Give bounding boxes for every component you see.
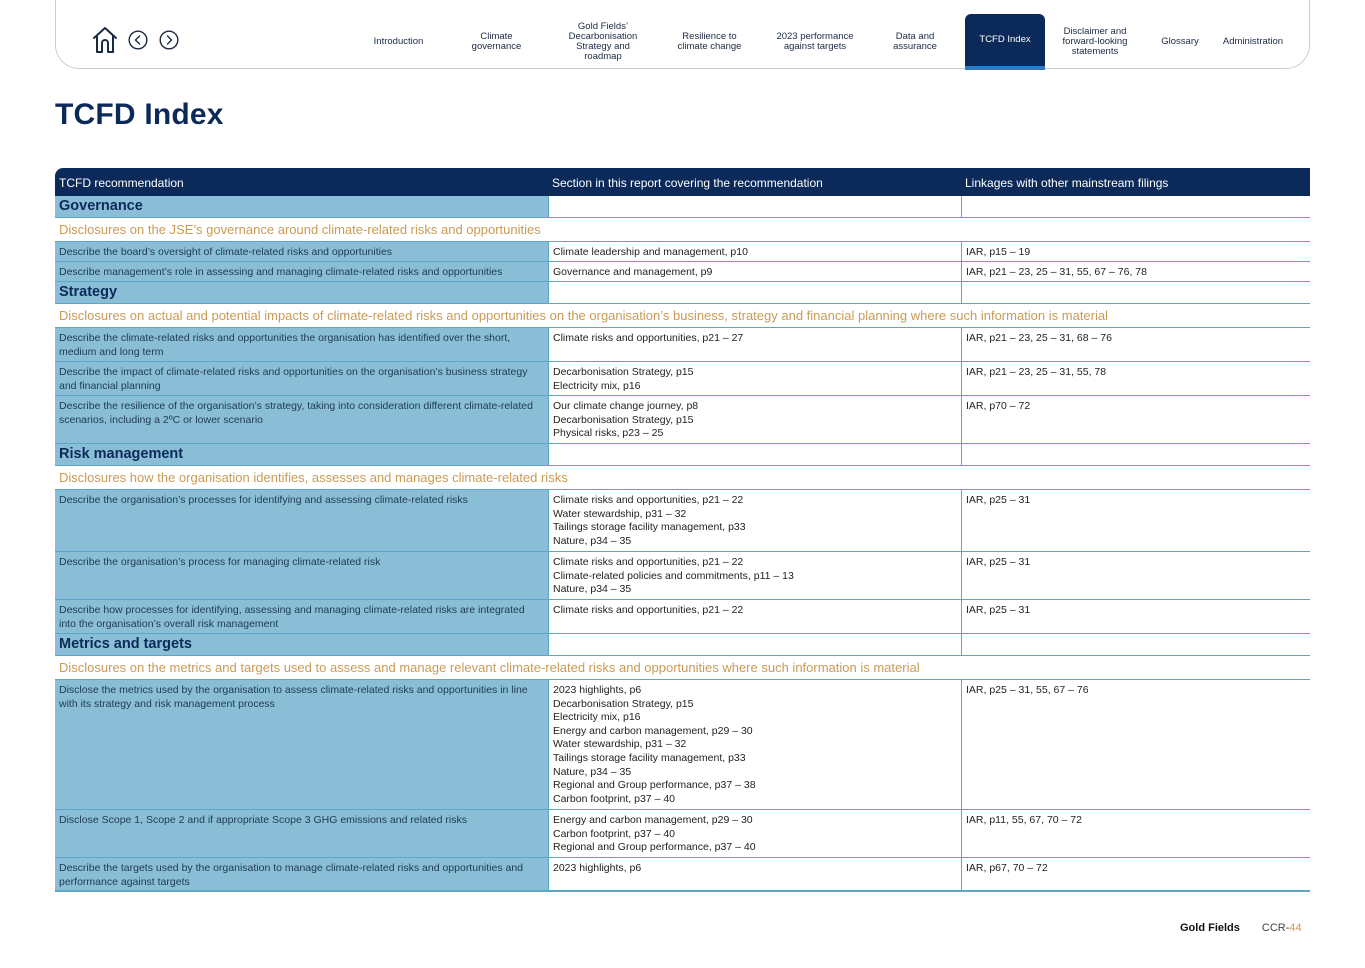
section-row: [55, 196, 1310, 218]
report-section-line: Water stewardship, p31 – 32: [553, 738, 687, 751]
linkages-cell: IAR, p15 – 19: [961, 242, 1310, 261]
header-report-section: Section in this report covering the recommendation: [552, 176, 823, 190]
disclosure-row: Disclosures on actual and potential impacts of climate-related risks and opportunities on the organisation’s business, strategy and financial planning where such information is material: [55, 304, 1310, 328]
nav-tabs: [356, 14, 1291, 70]
section-row: [55, 282, 1310, 304]
nav-tab-2[interactable]: [552, 14, 654, 70]
report-section-line: Climate-related policies and commitments, p11 – 13: [553, 569, 794, 582]
linkages-cell: IAR, p67, 70 – 72: [961, 858, 1310, 890]
linkages-cell: IAR, p70 – 72: [961, 396, 1310, 443]
tcfd-index-table: [55, 168, 1310, 892]
nav-tab-0[interactable]: [356, 14, 441, 70]
section-empty-cell: [548, 444, 961, 465]
nav-tab-9[interactable]: [1215, 14, 1291, 70]
footer-page-number: 44: [1289, 922, 1302, 934]
report-section-line: Decarbonisation Strategy, p15: [553, 413, 694, 426]
linkages-cell: IAR, p25 – 31: [961, 552, 1310, 599]
nav-tab-4[interactable]: [765, 14, 865, 70]
report-section-line: Carbon footprint, p37 – 40: [553, 827, 676, 840]
report-section-cell: [548, 600, 961, 633]
linkages-cell: IAR, p21 – 23, 25 – 31, 68 – 76: [961, 328, 1310, 361]
report-section-line: Decarbonisation Strategy, p15: [553, 366, 694, 378]
report-section-cell: [548, 552, 961, 599]
linkages-cell: IAR, p21 – 23, 25 – 31, 55, 78: [961, 362, 1310, 395]
section-empty-cell: [548, 196, 961, 217]
header-linkages: Linkages with other mainstream filings: [965, 176, 1169, 190]
nav-tab-label: Introduction: [373, 36, 424, 47]
nav-tab-label: Gold Fields’ Decarbonisation Strategy and roadmap: [568, 21, 638, 62]
report-section-line: Tailings storage facility management, p33: [553, 751, 746, 764]
table-row: [55, 858, 1310, 892]
report-section-cell: [548, 490, 961, 551]
table-row: [55, 262, 1310, 282]
report-section-line: Climate leadership and management, p10: [553, 246, 748, 258]
nav-tab-label: Administration: [1222, 36, 1284, 47]
linkages-cell: IAR, p25 – 31: [961, 600, 1310, 633]
report-section-line: Tailings storage facility management, p33: [553, 521, 746, 534]
nav-tab-8[interactable]: [1145, 14, 1215, 70]
table-row: [55, 600, 1310, 634]
report-section-line: Nature, p34 – 35: [553, 583, 632, 596]
linkages-cell: IAR, p25 – 31: [961, 490, 1310, 551]
report-section-cell: [548, 242, 961, 261]
next-page-icon[interactable]: [159, 30, 179, 50]
section-empty-cell: [961, 196, 1310, 217]
report-section-line: Nature, p34 – 35: [553, 765, 632, 778]
recommendation-cell: Disclose Scope 1, Scope 2 and if appropriate Scope 3 GHG emissions and related risks: [55, 810, 548, 857]
recommendation-cell: Describe the resilience of the organisation’s strategy, taking into consideration different climate-related scenarios, including a 2ºC or lower scenario: [55, 396, 548, 443]
table-row: [55, 328, 1310, 362]
linkages-cell: IAR, p25 – 31, 55, 67 – 76: [961, 680, 1310, 809]
report-section-line: Energy and carbon management, p29 – 30: [553, 724, 753, 737]
report-section-line: Regional and Group performance, p37 – 40: [553, 841, 756, 854]
nav-tab-3[interactable]: [654, 14, 765, 70]
report-section-cell: [548, 362, 961, 395]
disclosure-row: Disclosures on the metrics and targets used to assess and manage relevant climate-related risks and opportunities where such information is material: [55, 656, 1310, 680]
nav-tab-1[interactable]: [441, 14, 552, 70]
report-section-line: Governance and management, p9: [553, 266, 713, 278]
table-row: [55, 810, 1310, 858]
report-section-line: 2023 highlights, p6: [553, 862, 642, 874]
table-body: [55, 196, 1310, 892]
recommendation-cell: Describe the organisation’s processes for identifying and assessing climate-related risks: [55, 490, 548, 551]
recommendation-cell: Describe how processes for identifying, assessing and managing climate-related risks are integrated into the organisation’s overall risk management: [55, 600, 548, 633]
table-header-row: [55, 168, 1310, 196]
nav-tab-7[interactable]: [1045, 14, 1145, 70]
section-empty-cell: [548, 634, 961, 655]
table-row: [55, 362, 1310, 396]
section-title: Metrics and targets: [55, 634, 548, 655]
nav-tab-label: TCFD Index: [979, 34, 1031, 45]
report-section-line: Climate risks and opportunities, p21 – 27: [553, 332, 744, 344]
section-title: Risk management: [55, 444, 548, 465]
home-icon[interactable]: [92, 26, 118, 54]
report-section-line: Carbon footprint, p37 – 40: [553, 792, 676, 805]
footer-page-prefix: CCR-: [1261, 922, 1290, 934]
section-row: [55, 444, 1310, 466]
nav-tab-5[interactable]: [865, 14, 965, 70]
section-title: Strategy: [55, 282, 548, 303]
disclosure-row: Disclosures how the organisation identifies, assesses and manages climate-related risks: [55, 466, 1310, 490]
recommendation-cell: Describe the organisation’s process for managing climate-related risk: [55, 552, 548, 599]
recommendation-cell: Describe the impact of climate-related risks and opportunities on the organisation’s business strategy and financial planning: [55, 362, 548, 395]
nav-tab-label: 2023 performance against targets: [776, 31, 854, 52]
section-empty-cell: [961, 444, 1310, 465]
recommendation-cell: Describe the board’s oversight of climate-related risks and opportunities: [55, 242, 548, 261]
page-footer: [1180, 922, 1302, 934]
previous-page-icon[interactable]: [128, 30, 148, 50]
header-tcfd-recommendation: TCFD recommendation: [59, 176, 184, 190]
recommendation-cell: Describe the climate-related risks and opportunities the organisation has identified over the short, medium and long term: [55, 328, 548, 361]
report-section-line: Electricity mix, p16: [553, 711, 641, 724]
nav-tab-label: Disclaimer and forward-looking statements: [1062, 26, 1128, 57]
report-section-line: Water stewardship, p31 – 32: [553, 507, 687, 520]
report-section-line: Energy and carbon management, p29 – 30: [553, 814, 753, 826]
page-title: TCFD Index: [55, 98, 224, 131]
report-section-line: Climate risks and opportunities, p21 – 22: [553, 604, 744, 616]
report-section-line: Climate risks and opportunities, p21 – 22: [553, 494, 744, 506]
report-section-line: Physical risks, p23 – 25: [553, 427, 664, 440]
linkages-cell: IAR, p21 – 23, 25 – 31, 55, 67 – 76, 78: [961, 262, 1310, 281]
section-empty-cell: [548, 282, 961, 303]
table-row: [55, 552, 1310, 600]
nav-icon-group: [92, 26, 179, 54]
linkages-cell: IAR, p11, 55, 67, 70 – 72: [961, 810, 1310, 857]
table-row: [55, 490, 1310, 552]
recommendation-cell: Disclose the metrics used by the organisation to assess climate-related risks and opportunities in line with its strategy and risk management process: [55, 680, 548, 809]
section-empty-cell: [961, 634, 1310, 655]
section-row: [55, 634, 1310, 656]
section-empty-cell: [961, 282, 1310, 303]
report-section-line: 2023 highlights, p6: [553, 684, 642, 696]
nav-tab-label: Data and assurance: [893, 31, 937, 52]
recommendation-cell: Describe the targets used by the organisation to manage climate-related risks and opportunities and performance against targets: [55, 858, 548, 890]
top-navigation-bar: [55, 0, 1310, 69]
report-section-cell: [548, 396, 961, 443]
report-section-line: Decarbonisation Strategy, p15: [553, 697, 694, 710]
footer-brand: Gold Fields: [1180, 922, 1240, 934]
report-section-cell: [548, 262, 961, 281]
table-row: [55, 242, 1310, 262]
nav-tab-label: Resilience to climate change: [677, 31, 742, 52]
nav-tab-label: Glossary: [1161, 36, 1199, 47]
report-section-line: Regional and Group performance, p37 – 38: [553, 779, 756, 792]
section-title: Governance: [55, 196, 548, 217]
nav-tab-6[interactable]: [965, 14, 1045, 70]
report-section-cell: [548, 680, 961, 809]
report-section-cell: [548, 328, 961, 361]
disclosure-row: Disclosures on the JSE’s governance around climate-related risks and opportunities: [55, 218, 1310, 242]
report-section-line: Our climate change journey, p8: [553, 400, 699, 412]
report-section-cell: [548, 810, 961, 857]
table-row: [55, 396, 1310, 444]
report-section-line: Electricity mix, p16: [553, 379, 641, 392]
table-row: [55, 680, 1310, 810]
recommendation-cell: Describe management’s role in assessing and managing climate-related risks and opportunities: [55, 262, 548, 281]
nav-tab-label: Climate governance: [471, 31, 522, 52]
report-section-line: Climate risks and opportunities, p21 – 22: [553, 556, 744, 568]
report-section-cell: [548, 858, 961, 890]
report-section-line: Nature, p34 – 35: [553, 534, 632, 547]
footer-page-label: [1262, 922, 1302, 934]
